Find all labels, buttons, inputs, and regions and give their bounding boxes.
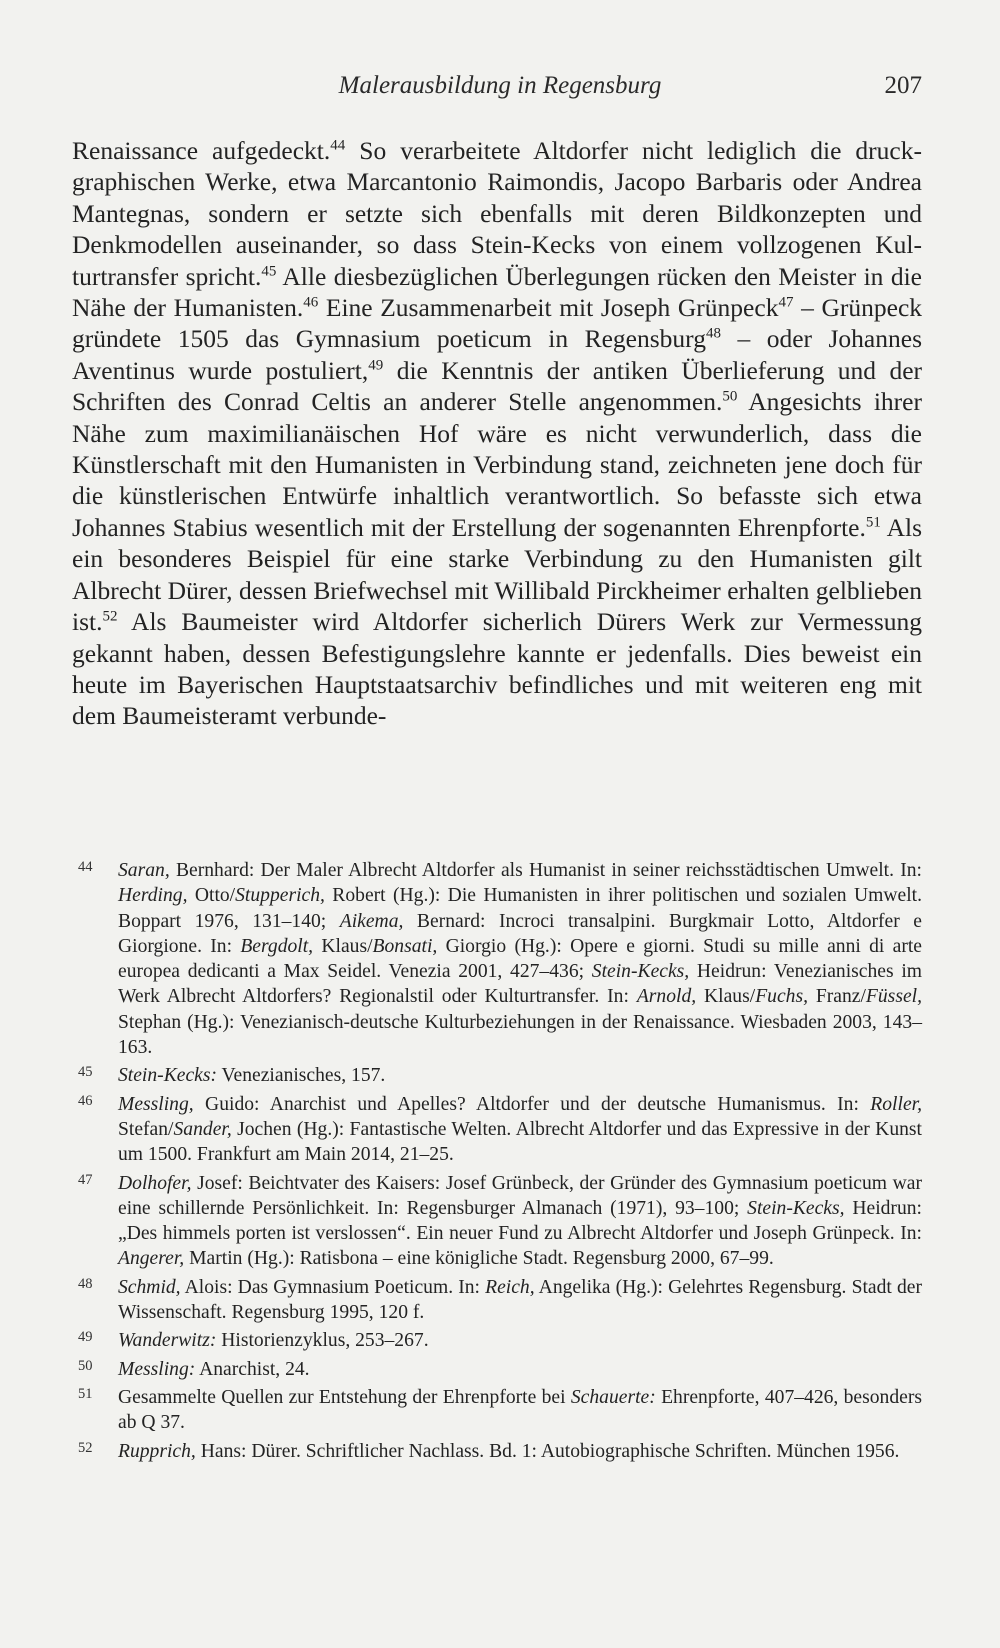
- citation-text: Venezianisches, 157.: [217, 1065, 386, 1087]
- footnote-ref[interactable]: 48: [705, 325, 721, 342]
- footnote: [78, 1385, 922, 1436]
- author-name: Stein-Kecks,: [591, 961, 690, 983]
- footnote-number: 46: [78, 1092, 93, 1109]
- author-name: Roller,: [870, 1093, 922, 1115]
- citation-text: Anarchist, 24.: [195, 1358, 310, 1380]
- footnote-text: [118, 1065, 385, 1086]
- citation-text: Historienzyklus, 253–267.: [216, 1330, 429, 1352]
- citation-text: Stefan/: [118, 1118, 174, 1140]
- citation-text: Otto/: [187, 885, 236, 907]
- footnote: [78, 1357, 922, 1382]
- footnote-text: [118, 1387, 922, 1433]
- author-name: Messling,: [118, 1093, 194, 1115]
- body-text-segment: Als Baumeister wird Altdorfer sicherlich Dürers Werk zur Vermessung gekannt haben, dessen Befestigungslehre kannte er jedenfalls. Dies beweist ein heute im Bayerischen Hauptstaatsarchiv befindliches und mit weiteren eng mit dem Baumeisteramt verbunde-: [72, 607, 922, 731]
- author-name: Bergdolt,: [240, 935, 314, 957]
- citation-text: Josef: Beichtvater des Kaisers: Josef Grünbeck, der Gründer des Gymnasium poeticum war eine schillernde Persönlichkeit. In: Regensburger Almanach (1971), 93–100;: [118, 1172, 922, 1219]
- footnote: [78, 1171, 922, 1272]
- author-name: Bonsati,: [372, 935, 438, 957]
- citation-text: Ehrenpforte, 407–426, besonders ab Q 37.: [118, 1386, 922, 1434]
- footnote: [78, 858, 922, 1060]
- footnote-text: [118, 1441, 899, 1462]
- footnote-ref[interactable]: 52: [102, 608, 118, 625]
- author-name: Rupprich,: [118, 1440, 196, 1462]
- footnote-ref[interactable]: 46: [303, 294, 319, 311]
- footnote-number: 49: [78, 1329, 93, 1346]
- citation-text: Jochen (Hg.): Fantastische Welten. Albrecht Altdorfer und das Expressive in der Kunst um 1500. Frankfurt am Main 2014, 21–25.: [118, 1118, 922, 1166]
- citation-text: Stephan (Hg.): Venezianisch-deutsche Kulturbeziehungen in der Renaissance. Wiesbaden 2003, 143–163.: [118, 1011, 922, 1059]
- author-name: Schmid,: [118, 1276, 181, 1298]
- body-text-segment: Angesichts ihrer Nähe zum maximilianäischen Hof wäre es nicht verwunderlich, dass die Künstlerschaft mit den Humanisten in Verbindung stand, zeichneten jene doch für die künstlerischen Entwürfe inhaltlich verantwortlich. So befasste sich etwa Johannes Stabius wesentlich mit der Erstellung der sogenannten Ehrenpforte.: [72, 387, 922, 542]
- citation-text: Giorgio (Hg.): Opere e giorni. Studi su mille anni di arte europea dedicanti a Max Seidel. Venezia 2001, 427–436;: [118, 935, 922, 983]
- author-name: Füssel,: [865, 986, 922, 1008]
- author-name: Wanderwitz:: [118, 1330, 217, 1352]
- footnote-number: 45: [78, 1064, 93, 1081]
- footnote-text: [118, 860, 922, 1058]
- footnote: [78, 1439, 922, 1464]
- author-name: Arnold,: [636, 986, 697, 1008]
- footnote-ref[interactable]: 50: [722, 388, 738, 405]
- footnote: [78, 1328, 922, 1353]
- running-title: Malerausbildung in Regensburg: [338, 72, 662, 99]
- citation-text: Franz/: [807, 986, 866, 1008]
- body-text-segment: Renaissance aufgedeckt.: [72, 136, 331, 165]
- footnote-text: [118, 1277, 922, 1323]
- body-text-segment: – oder Johannes Aventinus wurde postuliert,: [72, 324, 922, 385]
- citation-text: Angelika (Hg.): Gelehrtes Regensburg. Stadt der Wissenschaft. Regensburg 1995, 120 f.: [118, 1276, 922, 1324]
- footnote-number: 44: [78, 859, 93, 875]
- footnote: [78, 1092, 922, 1168]
- author-name: Stupperich,: [235, 885, 325, 907]
- citation-text: Hans: Dürer. Schriftlicher Nachlass. Bd. 1: Autobiographische Schriften. München 1956.: [195, 1440, 900, 1462]
- citation-text: Alois: Das Gymnasium Poeticum. In:: [180, 1276, 486, 1298]
- body-text-segment: Als ein besonderes Beispiel für eine starke Verbindung zu den Humanisten gilt Albrecht Dürer, dessen Briefwechsel mit Willibald Pirckheimer erhalten gelblieben ist.: [72, 512, 922, 637]
- author-name: Schauerte:: [570, 1386, 656, 1408]
- citation-text: Bernhard: Der Maler Albrecht Altdorfer als Humanist in seiner reichsstädtischen Umwelt. In:: [169, 860, 922, 881]
- footnote-ref[interactable]: 49: [368, 357, 384, 374]
- author-name: Stein-Kecks,: [747, 1197, 845, 1219]
- citation-text: Bernard: Incroci transalpini. Burgkmair Lotto, Altdorfer e Giorgione. In:: [118, 910, 922, 957]
- author-name: Sander,: [173, 1118, 232, 1140]
- footnote: [78, 1275, 922, 1326]
- body-text-segment: Eine Zusammenarbeit mit Joseph Grünpeck: [318, 293, 779, 323]
- author-name: Messling:: [118, 1358, 196, 1380]
- author-name: Saran,: [118, 860, 170, 881]
- page-number: 207: [884, 72, 922, 99]
- body-text-segment: die Kenntnis der antiken Überlieferung und der Schriften des Conrad Celtis an anderer Stelle angenommen.: [72, 355, 923, 417]
- footnotes: [78, 858, 922, 1467]
- author-name: Herding,: [118, 885, 188, 907]
- footnote-text: [118, 1330, 429, 1351]
- body-paragraph: [72, 135, 922, 732]
- author-name: Aikema,: [339, 910, 404, 932]
- footnote-number: 48: [78, 1275, 93, 1292]
- citation-text: Martin (Hg.): Ratisbona – eine königliche Stadt. Regensburg 2000, 67–99.: [184, 1248, 774, 1270]
- footnote-number: 51: [78, 1385, 93, 1402]
- author-name: Dolhofer,: [118, 1172, 192, 1194]
- body-text-segment: So verarbeitete Altdorfer nicht lediglich die druckgraphischen Werke, etwa Marcantonio Raimondis, Jacopo Barbaris oder Andrea Mantegnas, sondern er setzte sich ebenfalls mit deren Bildkonzepten und Denkmodellen auseinander, so dass Stein-Kecks von einem vollzogenen Kulturtransfer spricht.: [72, 136, 922, 291]
- citation-text: Heidrun: „Des himmels porten ist verslossen“. Ein neuer Fund zu Albrecht Altdorfer und Joseph Grünpeck. In:: [118, 1197, 922, 1245]
- citation-text: Klaus/: [696, 986, 756, 1008]
- footnote-ref[interactable]: 45: [261, 263, 277, 280]
- footnote: [78, 1063, 922, 1088]
- author-name: Stein-Kecks:: [118, 1065, 218, 1087]
- author-name: Reich,: [485, 1276, 535, 1298]
- footnote-number: 50: [78, 1357, 93, 1374]
- body-text-segment: Alle diesbezüglichen Überlegungen rücken den Meister in die Nähe der Humanisten.: [72, 261, 922, 323]
- footnote-number: 52: [78, 1439, 93, 1456]
- citation-text: Gesammelte Quellen zur Entstehung der Ehrenpforte bei: [118, 1386, 571, 1408]
- author-name: Fuchs,: [755, 986, 808, 1008]
- author-name: Angerer,: [118, 1248, 185, 1270]
- citation-text: Klaus/: [313, 935, 373, 957]
- footnote-text: [118, 1359, 310, 1380]
- citation-text: Guido: Anarchist und Apelles? Altdorfer und der deutsche Humanismus. In:: [193, 1093, 871, 1115]
- footnote-text: [118, 1094, 922, 1166]
- citation-text: Heidrun: Venezianisches im Werk Albrecht Altdorfers? Regionalstil oder Kulturtransfer. In:: [118, 961, 922, 1008]
- footnote-text: [118, 1173, 922, 1270]
- body-text-segment: – Grünpeck gründete 1505 das Gymnasium poeticum in Regensburg: [72, 293, 923, 354]
- footnote-ref[interactable]: 51: [865, 514, 881, 531]
- footnote-ref[interactable]: 44: [330, 137, 346, 154]
- footnote-ref[interactable]: 47: [778, 294, 794, 311]
- citation-text: Robert (Hg.): Die Humanisten in ihrer politischen und sozialen Umwelt. Boppart 1976, 131–140;: [118, 885, 922, 932]
- footnote-number: 47: [78, 1171, 93, 1188]
